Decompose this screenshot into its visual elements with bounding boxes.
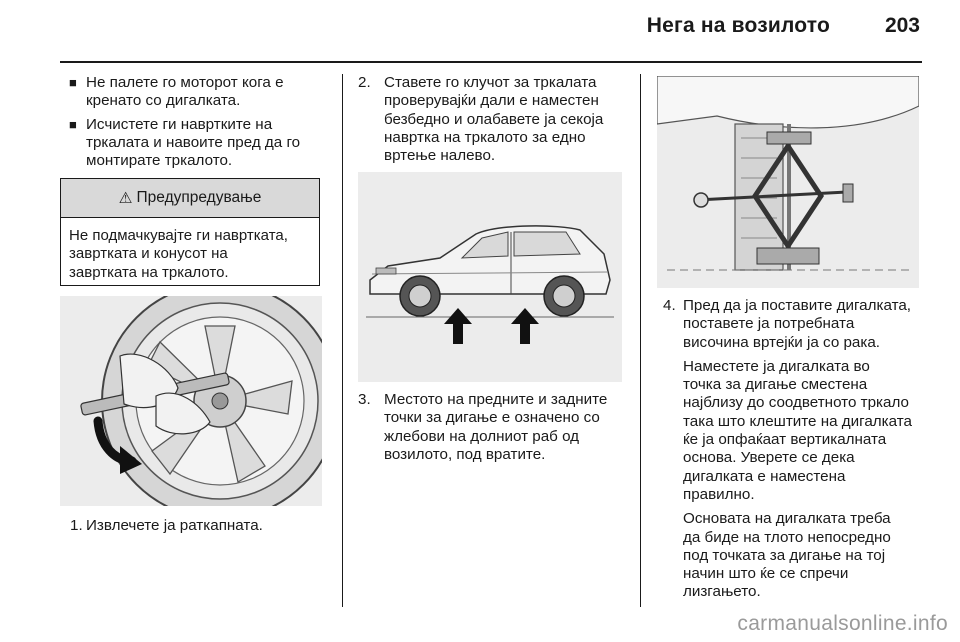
warning-text: Не подмачкувајте ги навртката, завртката и конусот на завртката на тркалото. [69, 227, 288, 281]
warning-title: Предупредување [136, 189, 262, 206]
step-4: 4. Пред да ја поставите дигалката, поставете ја потребната височина вртејќи ја со рака. Наместете ја дигалката во точка за дигање сместена најблизу до соодветното тркало така што клештите на дигалката ќе ја опфаќаат вертикалната основа. Уверете се дека дигалката е наместена правилно. Основата на дигалката треба да биде на тлото непосредно под точката за дигање на тој начин што ќе се спречи лизгањето. [663, 297, 925, 602]
step-4-paragraph-2: Основата на дигалката треба да биде на тлото непосредно под точката за дигање на тој начин што ќе се спречи лизгањето. [683, 510, 891, 601]
left-column-bullets [60, 74, 330, 175]
figure-scissor-jack [657, 76, 919, 288]
step-2-number: 2. [358, 74, 371, 91]
step-3: 3. Местото на предните и задните точки за дигање е означено со жлебови на долниот раб од возилото, под вратите. [358, 391, 608, 463]
step-2: 2. Ставете го клучот за тркалата проверувајќи дали е наместен безбедно и олабавете ја секоја навртка на тркалото за едно вртење налево. [358, 74, 604, 165]
step-3-number: 3. [358, 391, 371, 408]
bullet-marker: ■ [69, 116, 77, 132]
bullet-item-1: ■ Не палете го моторот кога е кренато со дигалката. [69, 74, 284, 110]
step-1: 1. Извлечете ја раткапната. [70, 517, 263, 534]
column-divider-left [342, 74, 343, 607]
header-rule [60, 61, 922, 63]
step-4-number: 4. [663, 297, 676, 314]
wheel-wrench-illustration [60, 296, 322, 506]
figure-jacking-points [358, 172, 622, 382]
step-1-number: 1. [70, 517, 83, 534]
bullet-item-2: ■ Исчистете ги навртките на тркалата и навоите пред да го монтирате тркалото. [69, 115, 301, 170]
bullet-marker: ■ [69, 75, 77, 90]
running-header-title: Нега на возилото [646, 14, 830, 37]
watermark: carmanualsonline.info [737, 612, 948, 635]
warning-triangle-icon: ⚠ [118, 189, 133, 207]
step-4-paragraph-1: Наместете ја дигалката во точка за дигање сместена најблизу до соодветното тркало така што клештите на дигалката ќе ја опфаќаат вертикалната основа. Уверете се дека дигалката е наместена правилно. [683, 357, 912, 503]
warning-header [61, 179, 319, 218]
scissor-jack-illustration [657, 76, 919, 288]
column-divider-right [640, 74, 641, 607]
warning-box [60, 178, 320, 286]
car-side-illustration [358, 172, 622, 382]
page-number: 203 [884, 14, 920, 37]
figure-remove-hubcap [60, 296, 322, 506]
